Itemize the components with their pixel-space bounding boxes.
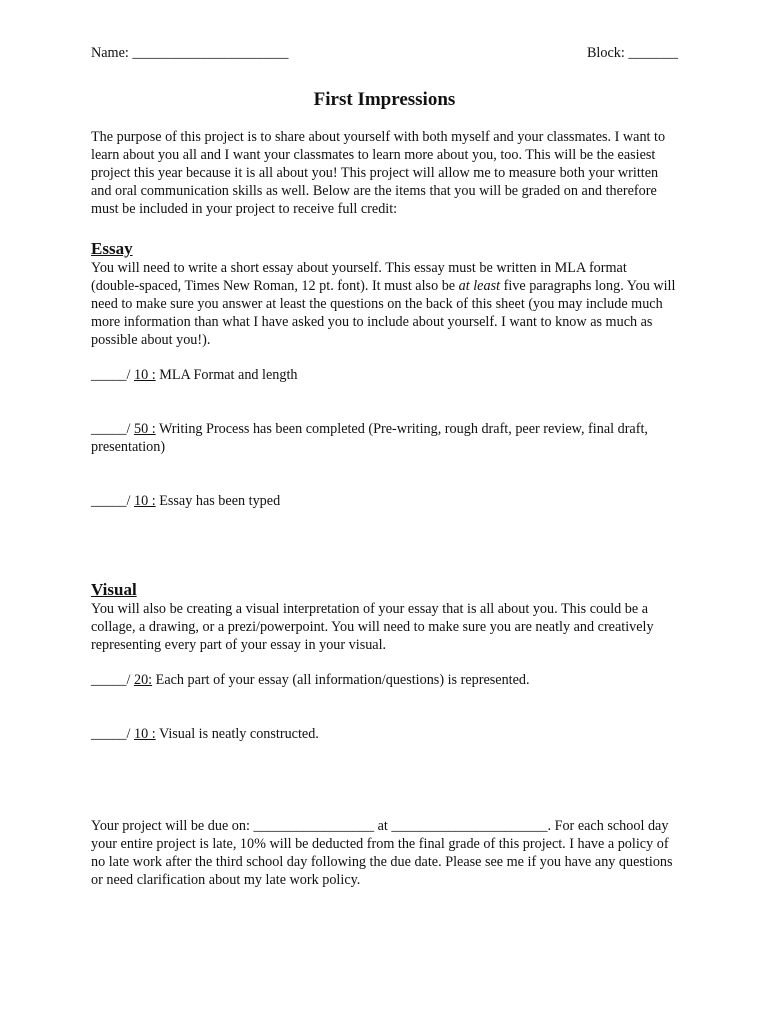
due-date-paragraph: Your project will be due on: _________________ at ______________________. For each school day your entire project is late, 10% will be deducted from the final grade of this project. I have a policy of no late work after the third school day following the due date. Please see me if you have any questions or need clarification about my late work policy.	[91, 818, 673, 888]
score-blank: _____/	[91, 367, 134, 383]
score-blank: _____/	[91, 672, 134, 688]
criterion-text: Writing Process has been completed (Pre-writing, rough draft, peer review, final draft, presentation)	[91, 421, 648, 455]
block-label: Block: _______	[586, 45, 678, 61]
essay-heading: Essay	[91, 239, 133, 258]
points-value: 50 :	[133, 421, 156, 437]
visual-heading: Visual	[91, 580, 137, 599]
visual-description: You will also be creating a visual interpretation of your essay that is all about you. This could be a collage, a drawing, or a prezi/powerpoint. You will need to make sure you are neatly and creatively representing every part of your essay in your visual.	[91, 601, 654, 653]
visual-criterion-neat	[91, 725, 678, 743]
criterion-text: Visual is neatly constructed.	[155, 726, 319, 742]
intro-paragraph: The purpose of this project is to share about yourself with both myself and your classmates. I want to learn about you all and I want your classmates to learn more about you, too. This will be the easiest project this year because it is all about you! This project will allow me to measure both your written and oral communication skills as well. Below are the items that you will be graded on and therefore must be included in your project to receive full credit:	[91, 129, 666, 217]
essay-criterion-typed	[91, 492, 678, 510]
name-label: Name: ______________________	[91, 45, 289, 61]
essay-description-part-2: five paragraphs long. You will need to make sure you answer at least the questions on the back of this sheet (you may include much more information than what I have asked you to include about yourself. I want to know as much as possible about you!).	[91, 278, 676, 348]
score-blank: _____/	[91, 421, 134, 437]
page-title: First Impressions	[313, 89, 456, 110]
criterion-text: Each part of your essay (all information/questions) is represented.	[152, 672, 530, 688]
score-blank: _____/	[91, 726, 134, 742]
essay-criterion-mla	[91, 366, 678, 384]
essay-description-emphasis: at least	[458, 278, 501, 294]
criterion-text: MLA Format and length	[155, 367, 298, 383]
score-blank: _____/	[91, 493, 134, 509]
essay-description	[91, 259, 678, 349]
essay-description-part-1: You will need to write a short essay about yourself. This essay must be written in MLA format (double-spaced, Times New Roman, 12 pt. font). It must also be	[91, 260, 627, 294]
essay-criterion-writing-process	[91, 420, 678, 456]
criterion-text: Essay has been typed	[155, 493, 281, 509]
header-row	[91, 44, 678, 64]
points-value: 20:	[133, 672, 153, 688]
visual-criterion-represented	[91, 671, 678, 689]
points-value: 10 :	[133, 493, 156, 509]
points-value: 10 :	[133, 726, 156, 742]
points-value: 10 :	[133, 367, 156, 383]
